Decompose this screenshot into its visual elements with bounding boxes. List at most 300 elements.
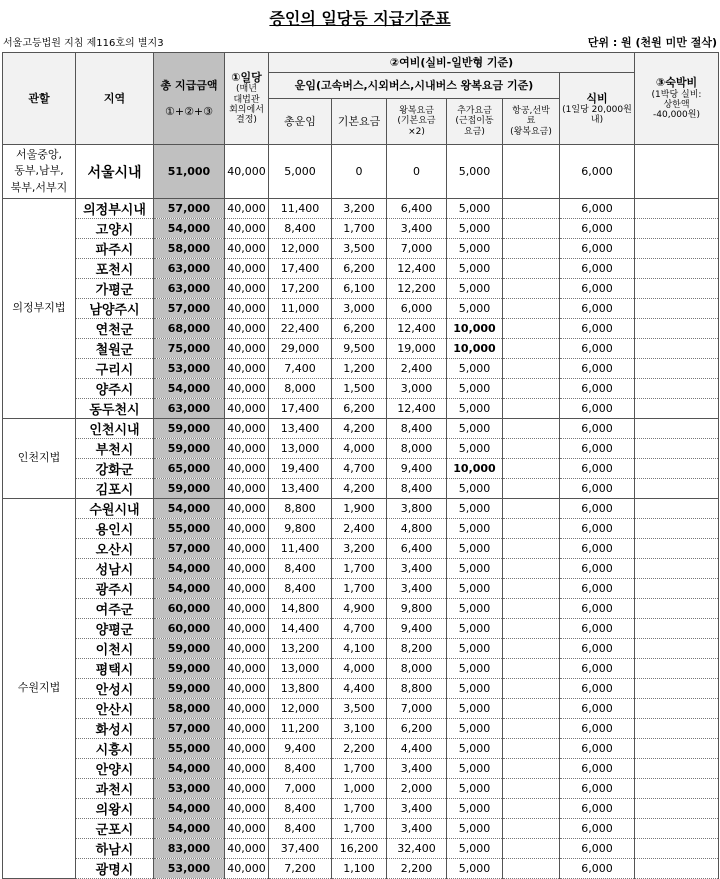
extra-cell: 5,000	[447, 859, 503, 879]
extra-cell: 5,000	[447, 759, 503, 779]
region-cell: 안산시	[76, 699, 154, 719]
meal-cell: 6,000	[560, 519, 635, 539]
fare-cell: 11,400	[269, 199, 332, 219]
extra-cell: 10,000	[447, 339, 503, 359]
payment-standard-table	[2, 52, 719, 879]
base-cell: 4,000	[332, 439, 387, 459]
air-cell	[503, 399, 560, 419]
meal-cell: 6,000	[560, 199, 635, 219]
round-cell: 3,400	[387, 579, 447, 599]
fare-cell: 17,400	[269, 259, 332, 279]
source-note: 서울고등법원 지침 제116호의 별지3	[3, 38, 164, 49]
meal-cell: 6,000	[560, 699, 635, 719]
total-cell: 68,000	[154, 319, 225, 339]
air-cell	[503, 659, 560, 679]
lodging-cell	[635, 539, 719, 559]
meal-cell: 6,000	[560, 679, 635, 699]
extra-cell: 5,000	[447, 219, 503, 239]
daily-cell: 40,000	[225, 499, 269, 519]
meal-cell: 6,000	[560, 819, 635, 839]
region-cell: 포천시	[76, 259, 154, 279]
table-row	[3, 519, 719, 539]
round-cell: 6,400	[387, 199, 447, 219]
table-row	[3, 559, 719, 579]
daily-cell: 40,000	[225, 599, 269, 619]
base-cell: 1,700	[332, 819, 387, 839]
total-cell: 59,000	[154, 479, 225, 499]
total-cell: 54,000	[154, 379, 225, 399]
extra-cell: 5,000	[447, 479, 503, 499]
meal-cell: 6,000	[560, 439, 635, 459]
table-row	[3, 499, 719, 519]
extra-cell: 5,000	[447, 579, 503, 599]
base-cell: 6,200	[332, 259, 387, 279]
table-row	[3, 339, 719, 359]
round-cell: 6,400	[387, 539, 447, 559]
base-cell: 1,900	[332, 499, 387, 519]
region-cell: 양평군	[76, 619, 154, 639]
lodging-cell	[635, 219, 719, 239]
total-cell: 59,000	[154, 439, 225, 459]
lodging-cell	[635, 839, 719, 859]
region-cell: 용인시	[76, 519, 154, 539]
table-row	[3, 459, 719, 479]
air-cell	[503, 699, 560, 719]
fare-cell: 11,000	[269, 299, 332, 319]
round-cell: 8,000	[387, 659, 447, 679]
extra-cell: 5,000	[447, 539, 503, 559]
fare-cell: 37,400	[269, 839, 332, 859]
table-row	[3, 199, 719, 219]
round-cell: 2,400	[387, 359, 447, 379]
base-cell: 6,200	[332, 319, 387, 339]
lodging-cell	[635, 719, 719, 739]
table-row	[3, 799, 719, 819]
base-cell: 6,100	[332, 279, 387, 299]
fare-cell: 8,000	[269, 379, 332, 399]
meal-cell: 6,000	[560, 639, 635, 659]
extra-cell: 5,000	[447, 419, 503, 439]
lodging-cell	[635, 239, 719, 259]
fare-cell: 8,400	[269, 759, 332, 779]
region-cell: 철원군	[76, 339, 154, 359]
table-row	[3, 859, 719, 879]
daily-cell: 40,000	[225, 539, 269, 559]
region-cell: 파주시	[76, 239, 154, 259]
daily-cell: 40,000	[225, 459, 269, 479]
base-cell: 1,100	[332, 859, 387, 879]
round-cell: 8,200	[387, 639, 447, 659]
court-cell: 의정부지법	[3, 199, 76, 419]
total-cell: 53,000	[154, 859, 225, 879]
round-cell: 3,400	[387, 219, 447, 239]
meal-cell: 6,000	[560, 279, 635, 299]
round-cell: 6,000	[387, 299, 447, 319]
total-cell: 57,000	[154, 719, 225, 739]
meal-cell: 6,000	[560, 599, 635, 619]
daily-cell: 40,000	[225, 379, 269, 399]
fare-cell: 5,000	[269, 145, 332, 199]
meal-cell: 6,000	[560, 859, 635, 879]
region-cell: 서울시내	[76, 145, 154, 199]
fare-cell: 8,400	[269, 799, 332, 819]
air-cell	[503, 579, 560, 599]
header-daily: ①일당 (매년 대법관 회의에서 결정)	[225, 53, 269, 145]
table-row	[3, 219, 719, 239]
table-row	[3, 439, 719, 459]
air-cell	[503, 339, 560, 359]
header-meal: 식비 (1일당 20,000원 내)	[560, 73, 635, 145]
region-cell: 동두천시	[76, 399, 154, 419]
air-cell	[503, 619, 560, 639]
round-cell: 0	[387, 145, 447, 199]
lodging-cell	[635, 599, 719, 619]
header-jurisdiction: 관할	[3, 53, 76, 145]
air-cell	[503, 219, 560, 239]
total-cell: 59,000	[154, 639, 225, 659]
table-row	[3, 779, 719, 799]
air-cell	[503, 379, 560, 399]
fare-cell: 13,000	[269, 659, 332, 679]
extra-cell: 5,000	[447, 559, 503, 579]
lodging-cell	[635, 419, 719, 439]
round-cell: 12,400	[387, 399, 447, 419]
lodging-cell	[635, 619, 719, 639]
table-row	[3, 379, 719, 399]
extra-cell: 5,000	[447, 839, 503, 859]
daily-cell: 40,000	[225, 659, 269, 679]
lodging-cell	[635, 739, 719, 759]
region-cell: 안양시	[76, 759, 154, 779]
header-air-ship: 항공,선박 료 (왕복요금)	[503, 99, 560, 145]
fare-cell: 13,400	[269, 479, 332, 499]
extra-cell: 5,000	[447, 819, 503, 839]
table-row	[3, 419, 719, 439]
table-row	[3, 359, 719, 379]
region-cell: 과천시	[76, 779, 154, 799]
table-row	[3, 759, 719, 779]
total-cell: 54,000	[154, 759, 225, 779]
meal-cell: 6,000	[560, 239, 635, 259]
round-cell: 6,200	[387, 719, 447, 739]
region-cell: 군포시	[76, 819, 154, 839]
fare-cell: 17,200	[269, 279, 332, 299]
round-cell: 3,400	[387, 819, 447, 839]
table-row	[3, 679, 719, 699]
air-cell	[503, 599, 560, 619]
table-row	[3, 579, 719, 599]
lodging-cell	[635, 439, 719, 459]
daily-cell: 40,000	[225, 479, 269, 499]
total-cell: 58,000	[154, 699, 225, 719]
lodging-cell	[635, 259, 719, 279]
air-cell	[503, 279, 560, 299]
base-cell: 3,200	[332, 539, 387, 559]
daily-cell: 40,000	[225, 819, 269, 839]
lodging-cell	[635, 859, 719, 879]
lodging-cell	[635, 579, 719, 599]
fare-cell: 7,200	[269, 859, 332, 879]
fare-cell: 8,400	[269, 219, 332, 239]
base-cell: 3,500	[332, 699, 387, 719]
round-cell: 8,400	[387, 479, 447, 499]
daily-cell: 40,000	[225, 259, 269, 279]
base-cell: 1,700	[332, 219, 387, 239]
region-cell: 수원시내	[76, 499, 154, 519]
header-total: 총 지급금액 ①+②+③	[154, 53, 225, 145]
base-cell: 3,500	[332, 239, 387, 259]
round-cell: 32,400	[387, 839, 447, 859]
extra-cell: 5,000	[447, 519, 503, 539]
extra-cell: 5,000	[447, 499, 503, 519]
fare-cell: 14,400	[269, 619, 332, 639]
header-fare-group: 운임(고속버스,시외버스,시내버스 왕복요금 기준)	[269, 73, 560, 99]
fare-cell: 9,400	[269, 739, 332, 759]
fare-cell: 8,400	[269, 559, 332, 579]
lodging-cell	[635, 779, 719, 799]
region-cell: 김포시	[76, 479, 154, 499]
region-cell: 안성시	[76, 679, 154, 699]
lodging-cell	[635, 519, 719, 539]
daily-cell: 40,000	[225, 299, 269, 319]
air-cell	[503, 299, 560, 319]
daily-cell: 40,000	[225, 239, 269, 259]
extra-cell: 5,000	[447, 359, 503, 379]
table-row	[3, 599, 719, 619]
round-cell: 12,400	[387, 319, 447, 339]
daily-cell: 40,000	[225, 559, 269, 579]
base-cell: 0	[332, 145, 387, 199]
air-cell	[503, 739, 560, 759]
lodging-cell	[635, 199, 719, 219]
table-row	[3, 259, 719, 279]
air-cell	[503, 679, 560, 699]
header-extra: 추가요금 (근접이동 요금)	[447, 99, 503, 145]
lodging-cell	[635, 319, 719, 339]
fare-cell: 7,400	[269, 359, 332, 379]
lodging-cell	[635, 339, 719, 359]
air-cell	[503, 759, 560, 779]
extra-cell: 5,000	[447, 279, 503, 299]
round-cell: 2,000	[387, 779, 447, 799]
total-cell: 54,000	[154, 799, 225, 819]
meal-cell: 6,000	[560, 499, 635, 519]
extra-cell: 5,000	[447, 299, 503, 319]
base-cell: 16,200	[332, 839, 387, 859]
table-row	[3, 319, 719, 339]
extra-cell: 10,000	[447, 459, 503, 479]
region-cell: 가평군	[76, 279, 154, 299]
air-cell	[503, 439, 560, 459]
round-cell: 3,400	[387, 799, 447, 819]
lodging-cell	[635, 759, 719, 779]
table-row	[3, 619, 719, 639]
round-cell: 7,000	[387, 699, 447, 719]
round-cell: 8,000	[387, 439, 447, 459]
total-cell: 58,000	[154, 239, 225, 259]
table-row	[3, 839, 719, 859]
round-cell: 4,800	[387, 519, 447, 539]
round-cell: 8,800	[387, 679, 447, 699]
region-cell: 평택시	[76, 659, 154, 679]
total-cell: 55,000	[154, 519, 225, 539]
total-cell: 63,000	[154, 259, 225, 279]
extra-cell: 5,000	[447, 719, 503, 739]
air-cell	[503, 719, 560, 739]
header-travel: ②여비(실비-일반형 기준)	[269, 53, 635, 73]
region-cell: 하남시	[76, 839, 154, 859]
base-cell: 2,200	[332, 739, 387, 759]
round-cell: 8,400	[387, 419, 447, 439]
daily-cell: 40,000	[225, 399, 269, 419]
base-cell: 1,700	[332, 759, 387, 779]
region-cell: 의왕시	[76, 799, 154, 819]
air-cell	[503, 859, 560, 879]
total-cell: 54,000	[154, 499, 225, 519]
base-cell: 3,100	[332, 719, 387, 739]
total-cell: 54,000	[154, 559, 225, 579]
lodging-cell	[635, 679, 719, 699]
daily-cell: 40,000	[225, 359, 269, 379]
header-fare-total: 총운임	[269, 99, 332, 145]
lodging-cell	[635, 459, 719, 479]
lodging-cell	[635, 145, 719, 199]
meal-cell: 6,000	[560, 259, 635, 279]
air-cell	[503, 539, 560, 559]
round-cell: 3,000	[387, 379, 447, 399]
round-cell: 9,400	[387, 619, 447, 639]
meal-cell: 6,000	[560, 559, 635, 579]
meal-cell: 6,000	[560, 579, 635, 599]
base-cell: 2,400	[332, 519, 387, 539]
base-cell: 3,000	[332, 299, 387, 319]
region-cell: 이천시	[76, 639, 154, 659]
daily-cell: 40,000	[225, 639, 269, 659]
base-cell: 1,700	[332, 579, 387, 599]
fare-cell: 8,400	[269, 819, 332, 839]
lodging-cell	[635, 359, 719, 379]
base-cell: 4,100	[332, 639, 387, 659]
meta-bar	[3, 34, 717, 50]
table-row	[3, 279, 719, 299]
table-body	[3, 145, 719, 879]
region-cell: 여주군	[76, 599, 154, 619]
lodging-cell	[635, 639, 719, 659]
fare-cell: 8,800	[269, 499, 332, 519]
extra-cell: 10,000	[447, 319, 503, 339]
total-cell: 57,000	[154, 539, 225, 559]
round-cell: 12,400	[387, 259, 447, 279]
extra-cell: 5,000	[447, 779, 503, 799]
court-cell: 서울중앙, 동부,남부, 북부,서부지	[3, 145, 76, 199]
extra-cell: 5,000	[447, 239, 503, 259]
meal-cell: 6,000	[560, 339, 635, 359]
region-cell: 양주시	[76, 379, 154, 399]
air-cell	[503, 799, 560, 819]
air-cell	[503, 259, 560, 279]
court-cell: 인천지법	[3, 419, 76, 499]
region-cell: 부천시	[76, 439, 154, 459]
base-cell: 1,700	[332, 559, 387, 579]
region-cell: 연천군	[76, 319, 154, 339]
total-cell: 55,000	[154, 739, 225, 759]
air-cell	[503, 839, 560, 859]
base-cell: 1,200	[332, 359, 387, 379]
air-cell	[503, 499, 560, 519]
extra-cell: 5,000	[447, 739, 503, 759]
fare-cell: 19,400	[269, 459, 332, 479]
total-cell: 83,000	[154, 839, 225, 859]
lodging-cell	[635, 699, 719, 719]
air-cell	[503, 145, 560, 199]
air-cell	[503, 239, 560, 259]
fare-cell: 13,000	[269, 439, 332, 459]
table-row	[3, 479, 719, 499]
daily-cell: 40,000	[225, 145, 269, 199]
extra-cell: 5,000	[447, 145, 503, 199]
lodging-cell	[635, 559, 719, 579]
daily-cell: 40,000	[225, 219, 269, 239]
table-row	[3, 639, 719, 659]
fare-cell: 13,800	[269, 679, 332, 699]
lodging-cell	[635, 659, 719, 679]
daily-cell: 40,000	[225, 319, 269, 339]
extra-cell: 5,000	[447, 199, 503, 219]
round-cell: 19,000	[387, 339, 447, 359]
daily-cell: 40,000	[225, 579, 269, 599]
daily-cell: 40,000	[225, 859, 269, 879]
meal-cell: 6,000	[560, 479, 635, 499]
daily-cell: 40,000	[225, 519, 269, 539]
total-cell: 63,000	[154, 279, 225, 299]
base-cell: 3,200	[332, 199, 387, 219]
round-cell: 7,000	[387, 239, 447, 259]
daily-cell: 40,000	[225, 279, 269, 299]
base-cell: 4,000	[332, 659, 387, 679]
daily-cell: 40,000	[225, 699, 269, 719]
fare-cell: 13,200	[269, 639, 332, 659]
unit-note: 단위 : 원 (천원 미만 절삭)	[587, 36, 717, 49]
table-row	[3, 299, 719, 319]
daily-cell: 40,000	[225, 619, 269, 639]
table-row	[3, 719, 719, 739]
table-row	[3, 699, 719, 719]
region-cell: 오산시	[76, 539, 154, 559]
meal-cell: 6,000	[560, 839, 635, 859]
daily-cell: 40,000	[225, 719, 269, 739]
daily-cell: 40,000	[225, 439, 269, 459]
air-cell	[503, 359, 560, 379]
daily-cell: 40,000	[225, 339, 269, 359]
lodging-cell	[635, 399, 719, 419]
fare-cell: 29,000	[269, 339, 332, 359]
base-cell: 9,500	[332, 339, 387, 359]
extra-cell: 5,000	[447, 439, 503, 459]
total-cell: 65,000	[154, 459, 225, 479]
meal-cell: 6,000	[560, 379, 635, 399]
meal-cell: 6,000	[560, 399, 635, 419]
table-row	[3, 539, 719, 559]
lodging-cell	[635, 799, 719, 819]
fare-cell: 12,000	[269, 239, 332, 259]
region-cell: 광명시	[76, 859, 154, 879]
region-cell: 고양시	[76, 219, 154, 239]
extra-cell: 5,000	[447, 619, 503, 639]
header-lodging: ③숙박비 (1박당 실비: 상한액 -40,000원)	[635, 53, 719, 145]
air-cell	[503, 639, 560, 659]
air-cell	[503, 199, 560, 219]
fare-cell: 14,800	[269, 599, 332, 619]
